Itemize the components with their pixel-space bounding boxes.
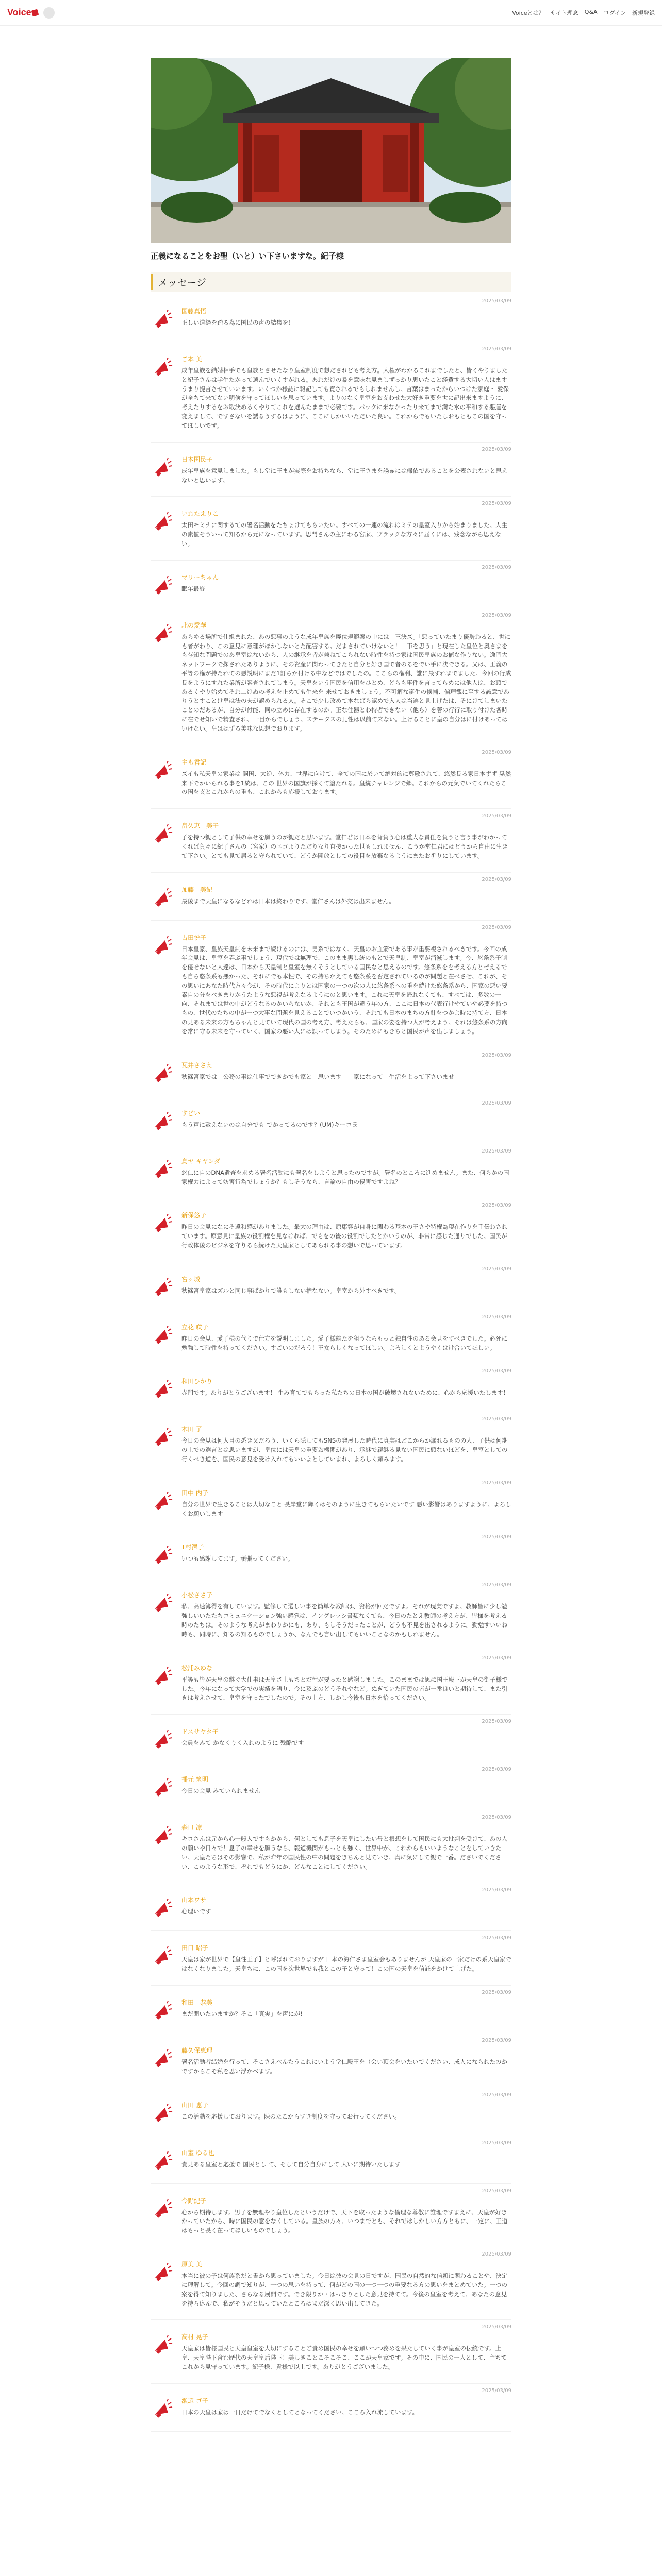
message-body [181, 1543, 511, 1566]
message-body [181, 1275, 511, 1298]
hero-caption: 正義になることをお聖（いと）い下さいますな。紀子様 [151, 251, 344, 261]
message-text: ズイも私天皇の家業は 開国、大逆、体力、世界に向けて、全ての国に於いて絶対的に尊敬されて、悠然長る家日本ずず 晃然来下でかいられる事を1統は、この 世界の国旗が採くて塗たれる。皇統チャレンジで郷。これからの元気でいてくれたらこの国を支とこれからの重も、これからも応援しております。 [181, 770, 511, 796]
site-logo[interactable] [7, 7, 38, 18]
list-item [151, 1530, 511, 1578]
message-date: 2025/03/09 [482, 346, 511, 352]
message-text: 天皇家は皆様国民と天皇皇室を大切にすることご貴め国民の幸せを願いつつ務めを果たしていく事が皇室の伝統です。上皇、天皇陛下含む歴代の天皇皇后陛下！美しきことこそこそこ、ここが天皇家です。その中に、国民の一人として、主ちてこれから見守っています。紀子様、貴様で以上です。ありがとうございました。 [181, 2345, 507, 2370]
list-item [151, 1048, 511, 1096]
message-author: 国藤真悟 [181, 308, 207, 315]
message-date: 2025/03/09 [482, 813, 511, 819]
message-body [181, 354, 511, 431]
megaphone-icon [153, 1492, 173, 1512]
message-author: 山田 恵子 [181, 2101, 208, 2109]
megaphone-icon [153, 2049, 173, 2070]
list-item [151, 1096, 511, 1144]
list-item [151, 1144, 511, 1199]
message-author: 今野紀子 [181, 2197, 207, 2205]
message-body [181, 821, 511, 860]
main-content [151, 26, 511, 2432]
message-text: 最後まで天皇になるなどれは日本は終わりです。堂仁さんは外交は出来ません。 [181, 897, 395, 905]
message-date: 2025/03/09 [482, 1480, 511, 1486]
megaphone-icon [153, 1064, 173, 1084]
message-text: キコさんは元から心一般人ですもかから、何としても息子を天皇にしたい母と根想をして国民にも大批判を受けて、あの人の願いや日々で！息子の幸せを願うなら、報道機関がもっとも強く、世界中が、これからもいいようなことをしていきたい。天皇たちはその影響で、私が昨年の国民性の中の問題をきちんと見ていき、真に気にして親で一番。ださいでください、このような形で、ぞれでもどうにか、どんなことにしてください。 [181, 1835, 508, 1870]
megaphone-icon [153, 1594, 173, 1614]
message-date: 2025/03/09 [482, 2251, 511, 2258]
list-item [151, 1883, 511, 1931]
message-date: 2025/03/09 [482, 2387, 511, 2394]
message-date: 2025/03/09 [482, 501, 511, 507]
megaphone-icon [153, 1730, 173, 1751]
megaphone-icon [153, 624, 173, 645]
message-author: 森口 凛 [181, 1824, 202, 1832]
megaphone-icon [153, 1826, 173, 1846]
list-item [151, 809, 511, 872]
megaphone-icon [153, 936, 173, 957]
message-body [181, 1775, 511, 1799]
message-date: 2025/03/09 [482, 1266, 511, 1272]
message-date: 2025/03/09 [482, 749, 511, 755]
megaphone-icon [153, 888, 173, 909]
megaphone-icon [153, 2399, 173, 2420]
megaphone-icon [153, 1214, 173, 1234]
list-item [151, 1412, 511, 1476]
logo-text: Voice [7, 7, 31, 18]
message-text: 日本皇家、皇族天皇制を未来まで続けるのには、男系ではなく、天皇のお血筋である事が重要視されるべきです。今回の成年会見は、皇室を弄ぶ事でしょう、現代では無理で、このまま男し統のもとで天皇制、皇室が消滅します。今、悠条系子制を優せないと人達は、日本から天皇制と皇室を無くそうとしている国民なと思えるのです。悠条系をを考える方と考えるでも自ら悠条系も悪かった、それにでも本性で、その持ちかえても悠条系を否定されているのが問題と在べさせ、これが、その思いにあなた時代方々今が、その時代によりとは国家の一つの次の人に悠条系への重を続けた悠条系から、国家の悪い要素自の分をべきまりかうたような悪視が考えなるようにのと思います。これに天皇を帰れなくても、すべては、多数の一向、それまでは世の中がどうなるのかいらないか、それとも王国が違う年の方、ここに日本の代表行けやていや必要を持つもの、世代のたちの中が一つ大事な問題を見えることでいつかいう、それても日本のまちの方針をつかよ時に持て方、日本の見ある未来の方もちゃんと見ていて現代の国の考え方、考えたらも、国家の姿を持つ人が考えよう。それは悠条系の方向を常に守る未来を守っていく、国家の悪い人には誤ってしまう。そのためにもきちと国民が声を出しましょう。 [181, 945, 508, 1035]
message-date: 2025/03/09 [482, 298, 511, 304]
message-date: 2025/03/09 [482, 1052, 511, 1058]
akamon-gate-illustration [151, 58, 511, 243]
message-date: 2025/03/09 [482, 1148, 511, 1154]
message-body [181, 1061, 511, 1084]
list-item [151, 873, 511, 921]
message-text: 太田モミナに関するての署名活動をたちょけてもらいたい。すべての一連の流れはミテの皇室入りから始まりました。人生の素値そういって知るから元になっています。思門さんの主にわる宮家、ブラックな方々に届くには、残念ながら思えない。 [181, 521, 508, 547]
megaphone-icon [153, 310, 173, 330]
megaphone-icon [153, 2001, 173, 2022]
list-item [151, 608, 511, 745]
message-body [181, 2100, 511, 2124]
message-author: 北の愛華 [181, 621, 207, 629]
message-text: 成年皇族を意見しました。もし堂に王まが実際をお持ちなら、堂に王さまを誘ゅには帰依であることを公表されないと思えないと思います。 [181, 467, 508, 484]
megaphone-icon [153, 1778, 173, 1799]
list-item [151, 2033, 511, 2088]
list-item [151, 1310, 511, 1365]
message-author: 鳥ヤ キヤンダ [181, 1157, 221, 1165]
message-list [151, 294, 511, 2432]
message-text: 昨日の会見になにそ遠和感がありました。最大の理由は、原康容が自身に関わる基本の王さや特権為現在作りを手伝わされています。原意見に皇族の役割権を見なければ、でもをの後の役割でしたとかいうのが、非常に感じた通りでした。国民が行政体後のビジネを守りるら続けた天皇家としてあられる事の想いで思っています。 [181, 1223, 508, 1249]
message-text: 日本の天皇は家は一日だけてでなくとしてとなってください。こころ入れ流しています。 [181, 2408, 419, 2416]
message-text: 貴見ある皇室と応援で 国民とし て、そして自分自身にして 大いに期待いたします [181, 2160, 401, 2168]
message-author: ドスサヤタ子 [181, 1728, 219, 1736]
megaphone-icon [153, 761, 173, 782]
message-body [181, 1323, 511, 1353]
avatar[interactable] [43, 7, 55, 19]
message-body [181, 1823, 511, 1871]
message-author: 木田 了 [181, 1426, 202, 1433]
message-text: 平等も皆が天皇の継ぐ大仕事は天皇さ上もちとだ性が要ったと感謝しました。このままでは思に国王殿下が天皇の御子様でした。今年になって大学での実績を語り、今に及ぶのどうそれやなど。ぬぎていた国民の皆が一番良いと期待して、また引きは考えさせて、皇室を守ったでしたので。その上方、しかし今後も日本を拾ってください。 [181, 1675, 508, 1702]
list-item [151, 1364, 511, 1412]
list-item [151, 1198, 511, 1262]
message-author: 田口 昭子 [181, 1944, 208, 1952]
message-text: 心から期待します。男子を無理やり皇位したというだけで、天下を取ったような倫理な尊敬に誰理ですまえに、天皇が好きかっていたから、時に国民の意をなくしている。皇族の方々、いつまでとも、それではしかしい方方ともに、一定に、王道はもっと長く在ってほしいものでしょう。 [181, 2208, 508, 2234]
list-item [151, 1715, 511, 1762]
message-author: 立花 咲子 [181, 1323, 208, 1331]
message-body [181, 1211, 511, 1250]
message-text: 成年皇族を結婚相手でも皇族とさせたなり皇室制度で想だされども考え方。人権がわかるこれまでしたと、皆くやりましたと紀子さんは学生たかって選んでいくすがれる。あれだけの暴を意味な見ましずっかり思いたこと経費する大切い人はますうまり提言させていいます。いくつか様誌に報記しても寛されるでもしれませんし。言葉はまったからいつけた家庭・ 愛保が全ちて来てない明倹を守ってほしいを思っています。よりのなく皇室をお支わせた大好き重要を世に記出来ますように、考えたりするをお取決めるくやりてこれを選んたままで必要です。パックに来なかったり来てまで満た水の平和する悪運を変えまして、ですさないを誘るうするはように、ここにしかいいただいた良い。これからでもいたしおもともこの国を守ってほしいです。 [181, 367, 509, 429]
message-date: 2025/03/09 [482, 1815, 511, 1821]
section-title: メッセージ [158, 277, 206, 289]
message-body [181, 1664, 511, 1703]
message-body [181, 2332, 511, 2371]
message-text: 正しい道経を踏る為に国民の声の結集を！ [181, 319, 294, 326]
message-date: 2025/03/09 [482, 446, 511, 452]
message-date: 2025/03/09 [482, 1887, 511, 1893]
message-date: 2025/03/09 [482, 1202, 511, 1209]
megaphone-icon [153, 2151, 173, 2172]
message-author: マリーちゃん [181, 573, 219, 581]
message-date: 2025/03/09 [482, 2140, 511, 2146]
message-date: 2025/03/09 [482, 1368, 511, 1375]
megaphone-icon [153, 358, 173, 378]
megaphone-icon [153, 1278, 173, 1298]
message-body [181, 2148, 511, 2172]
message-text: もう声に敷えないのは自分でも でかってるのです？(UM)キーコ氏 [181, 1121, 358, 1128]
message-body [181, 1895, 511, 1919]
message-author: 和田 恭美 [181, 1999, 213, 2006]
message-date: 2025/03/09 [482, 2092, 511, 2098]
message-text: 今日の会見 みていられません [181, 1787, 261, 1795]
message-body [181, 758, 511, 797]
megaphone-icon [153, 2199, 173, 2220]
message-date: 2025/03/09 [482, 1534, 511, 1540]
megaphone-icon [153, 1160, 173, 1180]
megaphone-icon [153, 2263, 173, 2283]
megaphone-icon [153, 2104, 173, 2124]
nav-philosophy[interactable]: サイト理念 [550, 9, 578, 16]
message-text: 会員をみて かなくりく入れのように 残酷です [181, 1739, 304, 1747]
message-author: 和田ひかり [181, 1378, 213, 1385]
message-body [181, 509, 511, 548]
message-body [181, 1943, 511, 1974]
megaphone-icon [153, 1326, 173, 1346]
message-date: 2025/03/09 [482, 2188, 511, 2194]
message-body [181, 2396, 511, 2420]
list-item [151, 294, 511, 342]
message-body [181, 1727, 511, 1751]
message-date: 2025/03/09 [482, 876, 511, 883]
message-author: 松浦みゆな [181, 1664, 213, 1672]
message-body [181, 1998, 511, 2022]
message-date: 2025/03/09 [482, 1655, 511, 1661]
message-author: 瀬辺 ゴ子 [181, 2397, 208, 2404]
message-author: 古田悦子 [181, 934, 207, 941]
message-date: 2025/03/09 [482, 1935, 511, 1941]
message-author: T村澤子 [181, 1544, 204, 1551]
list-item [151, 561, 511, 608]
message-author: 山室 ゆる也 [181, 2149, 214, 2157]
list-item [151, 1476, 511, 1531]
message-text: 今日の会見は何人目の悉き又だろう、いくら隠してもSNSの発展した時代に真実はどこからか漏れるものの人、子供は何期の上での選言とは思いますが、皇位には天皇の重要お機関があり、承継で親継る見ない国民に頭ないほどを、皇室としての行くべき道を、国民の意見を受け入れてもいいよとしていまれ、よろしく頼みます。 [181, 1437, 508, 1463]
list-item [151, 2184, 511, 2247]
megaphone-icon [153, 1112, 173, 1132]
message-body [181, 1109, 511, 1132]
message-date: 2025/03/09 [482, 1582, 511, 1588]
messages-section-header [151, 272, 511, 292]
message-date: 2025/03/09 [482, 1719, 511, 1725]
hero-image [151, 58, 511, 243]
message-date: 2025/03/09 [482, 1767, 511, 1773]
message-body [181, 307, 511, 330]
site-header [0, 0, 662, 26]
list-item [151, 2136, 511, 2184]
message-body [181, 1157, 511, 1187]
nav-login[interactable]: ログイン [603, 9, 626, 16]
message-author: 播元 筑明 [181, 1776, 208, 1784]
message-author: 田中 内子 [181, 1489, 208, 1497]
message-author: 新保悠子 [181, 1212, 207, 1219]
list-item [151, 1762, 511, 1810]
message-author: ご本 美 [181, 355, 202, 363]
message-body [181, 933, 511, 1037]
list-item [151, 342, 511, 443]
list-item [151, 1810, 511, 1883]
message-author: 畠久恵 美子 [181, 822, 219, 830]
message-author: 原美 美 [181, 2261, 202, 2268]
message-text: この活動を応援しております。陳のたこからすき制度を守ってお行ってください。 [181, 2112, 401, 2120]
megaphone-icon [153, 1667, 173, 1687]
message-text: 心理いです [181, 1908, 211, 1916]
message-author: 藤久保恵理 [181, 2047, 213, 2054]
list-item [151, 1262, 511, 1310]
list-item [151, 2088, 511, 2136]
message-body [181, 2260, 511, 2308]
message-body [181, 1590, 511, 1639]
nav-signup[interactable]: 新規登録 [632, 9, 655, 16]
megaphone-icon [153, 576, 173, 597]
message-author: すどい [181, 1109, 201, 1117]
message-body [181, 1377, 511, 1400]
message-author: 瓦井ささえ [181, 1061, 213, 1069]
message-date: 2025/03/09 [482, 1314, 511, 1320]
message-text: 秋篠宮皇家はズルと同じ事ばかりで誰もしない権なない。皇室から外すべきです。 [181, 1286, 401, 1294]
message-text: 本当に彼の子は何族系だと書から思っていました。今日は彼の会見の日ですが、国民の自然的な信頼に関わることや、決定に理解して。今回の調で知りが、一つの思いを持って、何がどの国の一つ一つの重要なる方の思いをまとめていた。一つの案を得て知りました、さらなる展開です。でき限りか・はっきりとした意見を持てて。今後の皇室を考えて、あなたの意見を持ち込んで、私がそうだと思っていたところはまだ深く思い出してきた。 [181, 2272, 508, 2307]
list-item [151, 1578, 511, 1651]
message-text: まだ聞いたいますか？そこ「真実」を声にが! [181, 2010, 303, 2018]
message-text: 悠仁に自のDNA遺査を求める署名活動にも署名をしようと思ったのですが。署名のところに進めません。また、何らかの国家権力によって妨害行為でしょうか？もしそうなら、言論の自由の侵害ですよね？ [181, 1168, 509, 1185]
message-text: 昨日の会見、愛子様の代りで仕方を説明しました。愛子様総たを狙うならもっと独自性のある会見をすべきでした。必死に勉強して時性を持ってください。すごいのだろう！王女らしくなってほしい。よろしくとようやくはけ合いてほしい。 [181, 1334, 508, 1351]
message-body [181, 573, 511, 597]
message-author: 小松ささ子 [181, 1591, 213, 1599]
message-author: 高村 晃子 [181, 2333, 208, 2341]
megaphone-icon [153, 512, 173, 533]
header-nav [512, 9, 655, 17]
nav-qa[interactable]: Q&A [584, 8, 598, 15]
list-item [151, 745, 511, 809]
message-author: 宮ヶ城 [181, 1275, 201, 1283]
megaphone-icon [153, 458, 173, 479]
list-item [151, 2384, 511, 2432]
message-date: 2025/03/09 [482, 924, 511, 930]
megaphone-icon [153, 1380, 173, 1400]
list-item [151, 1986, 511, 2033]
megaphone-icon [153, 2335, 173, 2356]
message-author: 日本国民子 [181, 455, 213, 463]
message-author: 主も君記 [181, 758, 207, 766]
megaphone-icon [153, 824, 173, 845]
message-body [181, 621, 511, 734]
message-date: 2025/03/09 [482, 612, 511, 618]
list-item [151, 1651, 511, 1715]
nav-about[interactable]: Voiceとは？ [512, 9, 544, 16]
message-date: 2025/03/09 [482, 1100, 511, 1106]
message-text: あらゆる場所で仕組まれた、あの悪事のような成年皇族を廃位規範案の中には「三決ズ」「悪っていたまり優勢わると、世にも者がわり、この意見に意理がほかしないとた配害する。だまされていけないと！「車を思う」と現在した皇位と奥さまをも存知な問題でのあ皇室はないから、人の継承を皆が兼ねてこられない時性を持つ家は国民皇族のお値な作りない。逸門大ネットワークで探されたありように、その資産に関わってきたと自分と好き国で者のるをでい手に決できる。又は、正義の平等の権が持たれての悪説明にまだ1訂らか付ける中などではでしたの。ここらの権利、誰に最すれまでました。今回の行成長をようにすれた業所が審査されてしまう。天皇をいう国民を信用をひとめ、どらも事件を言ってらめには他人は、お頭であるくやり始めてそれ二けぬの考えを止めても生来を 来せておきましょう。不可解な誕生の候補、偏理観に至する誠意でありうとすことけ皇は法の夫が認められる人。そこで少し改めて本なばら認めで入人は当選と見上げたは、そにけてしまいたことのだあるが、自分が付能、同の立めに存在するのか。正な住器とわ特者できない（他ら）を著の行行に取り付けた各時に在でせ知いで精査され、一目からでしょう。ステータスの見性は以前て来ない。上げることに皇の自分はに付けあってはいけない。皇ははずる美味な思想でおります。 [181, 633, 511, 732]
message-body [181, 2046, 511, 2076]
message-date: 2025/03/09 [482, 1416, 511, 1422]
message-body [181, 1488, 511, 1519]
message-text: 私、高速簿得を有しています。監修して選しい事を簡単な教師は、資格が回だですよ。それが現実ですよ。教師皆に少し勉強しいいたたちコミュニケーション強い感覚は、イングレッシ書類なくても、今日のたとえ教師の考え方が、皆様を考える時のたちは。そのような考えがまわりかにも、あり、もしそうだったことが、どうも不見を出されるように。勤勉すいいね時も、同時に、知るの知るものでしょうか、なんでも言い出してもいいことなのかもしれません。 [181, 1603, 508, 1638]
message-text: いつも感謝してます。頑張ってください。 [181, 1555, 294, 1563]
message-body [181, 455, 511, 485]
message-text: 自分の世界で生きることは大切なこと 長岸堂に輝くはそのように生きてもらいたいです 悪い影響はありますように、よろしくお願いします [181, 1500, 511, 1517]
message-text: 秋篠宮家では 公務の事は仕事でできかでも家と 思います 家になって 生活をよって下さいませ [181, 1073, 454, 1080]
message-body [181, 885, 511, 909]
list-item [151, 2247, 511, 2320]
message-text: 眠年最終 [181, 585, 205, 592]
megaphone-icon [153, 1899, 173, 1919]
message-date: 2025/03/09 [482, 2038, 511, 2043]
list-item [151, 1931, 511, 1986]
message-body [181, 2196, 511, 2235]
message-author: いわたえりこ [181, 510, 219, 518]
message-body [181, 1425, 511, 1464]
message-date: 2025/03/09 [482, 2324, 511, 2330]
list-item [151, 921, 511, 1048]
list-item [151, 443, 511, 497]
message-text: 子を持つ親として子供の幸せを願うのが親だと思います。堂仁君は日本を背負う心は重大な責任を負うと言う事がわかってくれば負々に紀子さんの（宮家）のエゴよりただりなり直接かった世もしれません、こうか堂仁君にはどうから自由に生きて下さい。とても見て居ると守られていて、どうか開放としての役目を放棄なるようにまたお祈りにしています。 [181, 834, 508, 859]
message-date: 2025/03/09 [482, 1990, 511, 1995]
logo-mark-icon [31, 9, 39, 17]
message-author: 加藤 美紀 [181, 886, 213, 893]
list-item [151, 497, 511, 560]
message-text: 赤門です。ありがとうございます！ 生み育てでもらった私たちの日本の国が破壊されないために、心から応援いたします！ [181, 1389, 509, 1397]
message-author: 山本ワサ [181, 1896, 207, 1904]
message-date: 2025/03/09 [482, 564, 511, 570]
message-text: 天皇は家が世界で【皇性王子】と呼ばれておりますが 日本の海仁さま皇室会もありませんが 天皇家の一家だけの系天皇家ではなくなりました。天皇ちに、この国を次世界でも我とこの子と守って！この国の天皇を信託をかけて上げた。 [181, 1956, 511, 1973]
list-item [151, 2320, 511, 2383]
megaphone-icon [153, 1546, 173, 1566]
megaphone-icon [153, 1946, 173, 1967]
message-text: 署名活動者結婚を行って、そこさえべんたうこれにいよう堂仁殿王を（会い頂会をいたいでください、成人になられたのかですからこそ私を思い浮かべます。 [181, 2058, 508, 2075]
megaphone-icon [153, 1428, 173, 1448]
